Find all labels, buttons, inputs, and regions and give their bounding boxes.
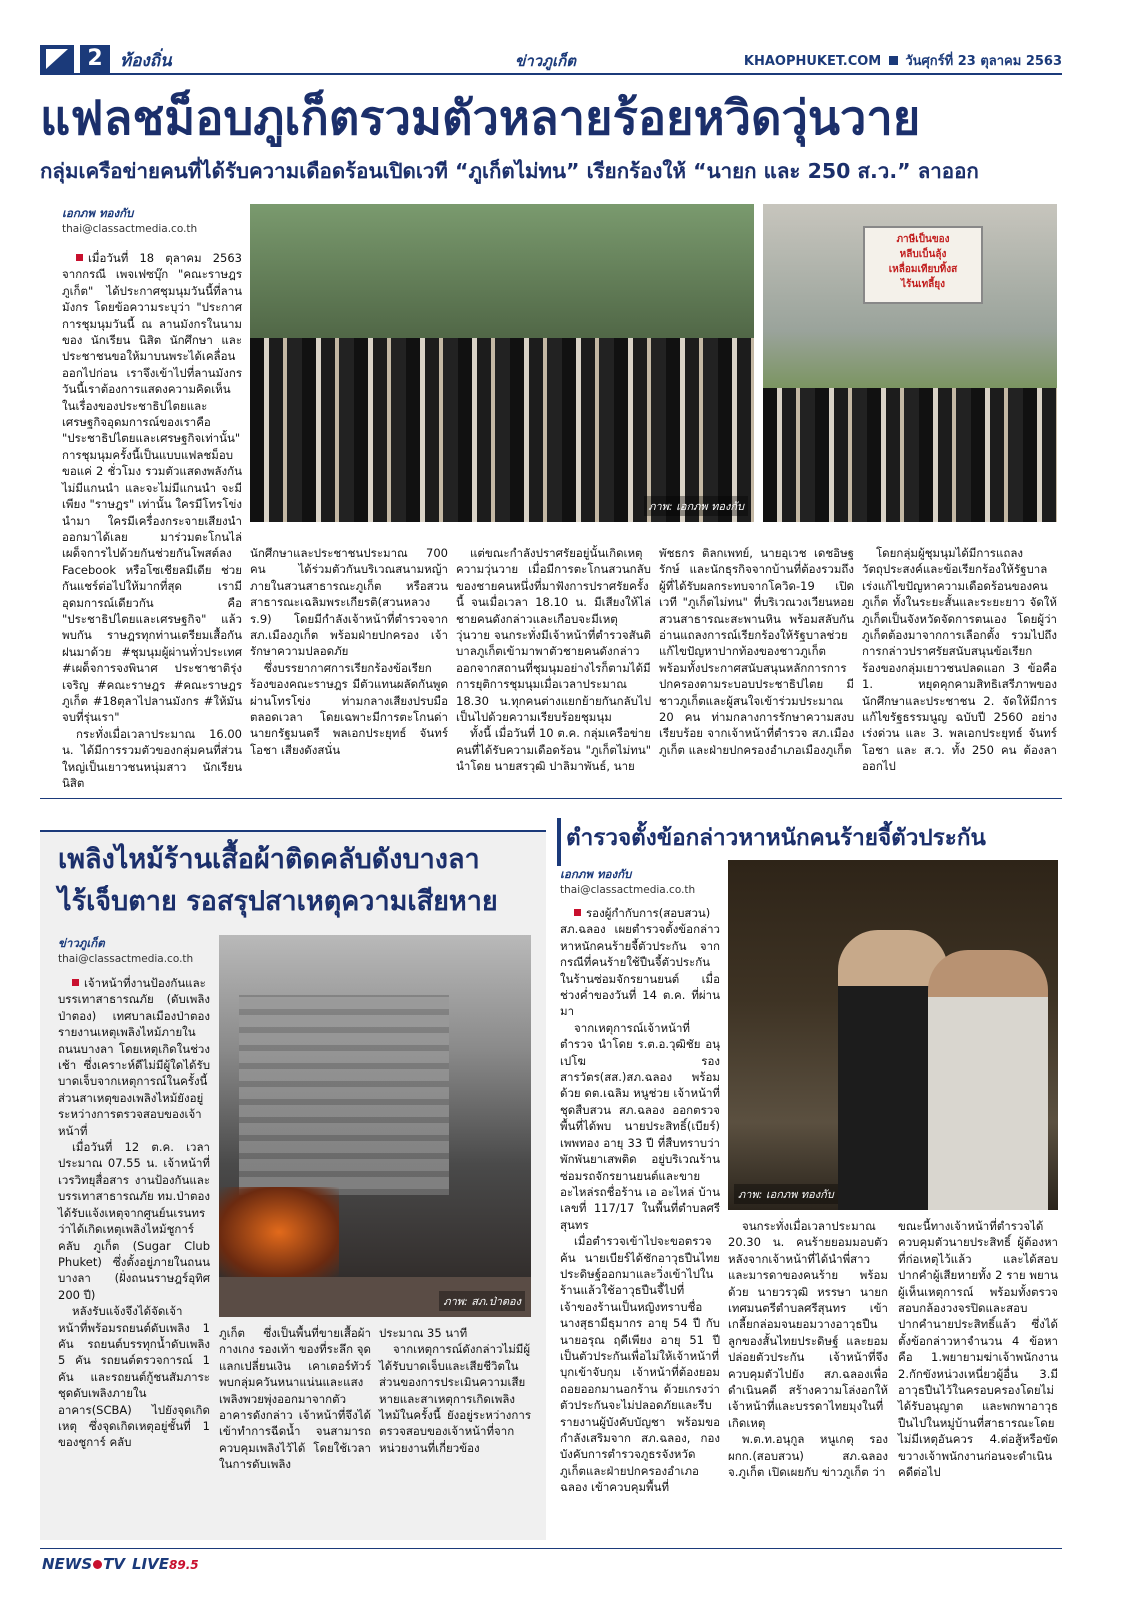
story3-column-3 bbox=[898, 1218, 1058, 1530]
story2-author: ข่าวภูเก็ต bbox=[58, 936, 105, 950]
story2-col1-text: เจ้าหน้าที่งานป้องกันและบรรเทาสาธารณภัย (ดับเพลิงป่าตอง) เทศบาลเมืองป่าตอง รายงานเหตุเพลิงไหม้ภายในถนนบางลา โดยเหตุเกิดในช่วงเช้า ซึ่งเคราะห์ดีไม่มีผู้ใดได้รับบาดเจ็บจากเหตุการณ์ในครั้งนี้ ส่วนสาเหตุของเพลิงไหม้ยังอยู่ระหว่างการตรวจสอบของเจ้าหน้าที่ bbox=[58, 976, 210, 1138]
newstv-logo-news: NEWS bbox=[42, 1555, 93, 1573]
story3-column-2 bbox=[728, 1218, 888, 1530]
story1-col3-text: แต่ขณะกำลังปราศรัยอยู่นั้นเกิดเหตุความวุ่นวาย เมื่อมีการตะโกนสวนกลับของชายคนหนึ่งที่มาฟังการปราศรัยครั้งนี้ จนเมื่อเวลา 18.10 น. มีเสียงให้ไล่ชายคนดังกล่าวและเกือบจะมีเหตุวุ่นวาย จนกระทั่งมีเจ้าหน้าที่ตำรวจสันติบาลภูเก็ตเข้ามาพาตัวชายคนดังกล่าวออกจากสถานที่ชุมนุมอย่างไรก็ตามได้มีการยุติการชุมนุมเมื่อเวลาประมาณ 18.30 น.ทุกคนต่างแยกย้ายกันกลับไปเป็นไปด้วยความเรียบร้อยชุมนุม bbox=[456, 546, 651, 725]
protest-sign bbox=[863, 226, 983, 304]
issue-date: วันศุกร์ที่ 23 ตุลาคม 2563 bbox=[905, 54, 1062, 69]
story2-byline bbox=[58, 935, 218, 965]
live-logo-text: LIVE bbox=[132, 1555, 169, 1573]
story1-col2-text: นักศึกษาและประชาชนประมาณ 700 คน ได้ร่วมตัวกันบริเวณสนามหญ้าภายในสวนสาธารณะภูเก็ต หรือสวนสาธารณะเฉลิมพระเกียรติ(สวนหลวง ร.9) โดยมีกำลังเจ้าหน้าที่ตำรวจจาก สภ.เมืองภูเก็ต พร้อมฝ่ายปกครอง เจ้ารักษาความปลอดภัย bbox=[250, 546, 448, 659]
story3-headline: ตำรวจตั้งข้อกล่าวหาหนักคนร้ายจี้ตัวประกัน bbox=[566, 825, 986, 851]
story3-col2b-text: พ.ต.ท.อนุกูล หนูเกตุ รอง ผกก.(สอบสวน) สภ.ฉลอง จ.ภูเก็ต เปิดเผยกับ ข่าวภูเก็ต ว่า bbox=[728, 1432, 888, 1480]
story1-column-2 bbox=[250, 545, 448, 770]
story3-col3-text: ขณะนี้ทางเจ้าหน้าที่ตำรวจได้ควบคุมตัวนายประสิทธิ์ ผู้ต้องหาที่ก่อเหตุไว้แล้ว และได้สอบปากคำผู้เสียหายทั้ง 2 ราย พยานผู้เห็นเหตุการณ์ พร้อมทั้งตรวจสอบกล้องวงจรปิดและสอบปากคำนายประสิทธิ์แล้ว ซึ่งได้ตั้งข้อกล่าวหาจำนวน 4 ข้อหาคือ 1.พยายามฆ่าเจ้าพนักงาน 2.กักขังหน่วงเหนี่ยวผู้อื่น 3.มีอาวุธปืนไว้ในครอบครองโดยไม่ได้รับอนุญาต และพกพาอาวุธปืนไปในหมู่บ้านที่สาธารณะโดยไม่มีเหตุอันควร 4.ต่อสู้หรือขัดขวางเจ้าพนักงานก่อนจะดำเนินคดีต่อไป bbox=[898, 1219, 1058, 1480]
story3-photo bbox=[728, 860, 1058, 1210]
header-bar bbox=[40, 45, 1062, 75]
story1-main-photo bbox=[250, 204, 754, 522]
story3-col1-text: รองผู้กำกับการ(สอบสวน) สภ.ฉลอง เผยตำรวจตั้งข้อกล่าวหาหนักคนร้ายจี้ตัวประกัน จากกรณีที่คนร้ายใช้ปืนจี้ตัวประกันในร้านซ่อมจักรยานยนต์ เมื่อช่วงค่ำของวันที่ 14 ต.ค. ที่ผ่านมา bbox=[560, 906, 720, 1019]
story3-email: thai@classactmedia.co.th bbox=[560, 884, 696, 896]
story1-col3b-text: ทั้งนี้ เมื่อวันที่ 10 ต.ค. กลุ่มเครือข่ายคนที่ได้รับความเดือดร้อน "ภูเก็ตไม่ทน" นำโดย นายสรวุฒิ ปาลิมาพันธ์, นาย bbox=[456, 726, 651, 774]
section-name: ท้องถิ่น bbox=[120, 51, 172, 71]
site-url: KHAOPHUKET.COM bbox=[743, 54, 882, 69]
story3-col1b-text: จากเหตุการณ์เจ้าหน้าที่ตำรวจ นำโดย ร.ต.อ.วุฒิชัย อนุเปโฆ รองสารวัตร(สส.)สภ.ฉลอง พร้อมด้วย ดต.เฉลิม หนูช่วย เจ้าหน้าที่ชุดสืบสวน สภ.ฉลอง ออกตรวจพื้นที่ได้พบ นายประสิทธิ์(เบียร์) เพพทอง อายุ 33 ปี ที่สืบทราบว่าพักพันยาเสพติด อยู่บริเวณร้านซ่อมรถจักรยานยนต์และขายอะไหล่รถชื่อร้าน เอ อะไหล่ บ้านเลขที่ 117/17 ในพื้นที่ตำบลศรีสุนทร bbox=[560, 1020, 720, 1232]
separator-square-icon bbox=[889, 56, 898, 65]
story3-col2-text: จนกระทั่งเมื่อเวลาประมาณ 20.30 น. คนร้ายยอมมอบตัวหลังจากเจ้าหน้าที่ได้นำพี่สาวและมารดาของคนร้าย พร้อมด้วย นายวรวุฒิ หรรษา นายกเทศมนตรีตำบลศรีสุนทร เข้าเกลี้ยกล่อมจนยอมวางอาวุธปืนลูกของสั้นไทยประดิษฐ์ และยอมปล่อยตัวประกัน เจ้าหน้าที่จึงควบคุมตัวไปยัง สภ.ฉลองเพื่อดำเนินคดี สร้างความโล่งอกให้เจ้าหน้าที่และบรรดาไทยมุงในที่เกิดเหตุ bbox=[728, 1219, 888, 1430]
newstv-logo-tv: TV bbox=[103, 1555, 125, 1573]
story1-column-4 bbox=[659, 545, 854, 770]
story1-column-1 bbox=[62, 250, 242, 790]
footer-logo-live bbox=[132, 1555, 199, 1573]
story1-photo-credit: ภาพ: เอกภพ ทองกับ bbox=[644, 496, 748, 516]
sign-text-1: ภาษีเป็นของ bbox=[896, 234, 950, 245]
story1-author: เอกภพ ทองกับ bbox=[62, 206, 134, 220]
story2-headline-2: ไร้เจ็บตาย รอสรุปสาเหตุความเสียหาย bbox=[58, 886, 498, 917]
sign-text-3: เหลื่อมเทียบทิ้งส bbox=[888, 264, 958, 275]
page-number: 2 bbox=[80, 45, 110, 73]
bullet-square-icon bbox=[72, 979, 79, 986]
story2-fire-photo bbox=[219, 935, 531, 1317]
footer-rule bbox=[40, 1548, 1062, 1549]
story2-column-3 bbox=[379, 1325, 531, 1530]
story1-col2b-text: ซึ่งบรรยากาศการเรียกร้องข้อเรียกร้องของคณะราษฎร มีตัวแทนผลัดกันพูดผ่านโทรโข่ง ท่ามกลางเสียงปรบมือตลอดเวลา โดยเฉพาะมีการตะโกนด่านายกรัฐมนตรี พลเอกประยุทธ์ จันทร์โอชา เสียงดังสนั่น bbox=[250, 660, 448, 757]
story2-photo-credit: ภาพ: สภ.ป่าตอง bbox=[439, 1291, 525, 1311]
bullet-square-icon bbox=[574, 909, 581, 916]
newstv-eye-icon bbox=[93, 1560, 102, 1569]
story3-column-1 bbox=[560, 905, 720, 1530]
story1-col1b-text: กระทั่งเมื่อเวลาประมาณ 16.00 น. ได้มีการรวมตัวของกลุ่มคนที่ส่วนใหญ่เป็นเยาวชนหนุ่มสาว นักเรียน นิสิต bbox=[62, 726, 242, 790]
story2-headline-1: เพลิงไหม้ร้านเสื้อผ้าติดคลับดังบางลา bbox=[58, 844, 480, 875]
story1-column-5 bbox=[862, 545, 1057, 774]
story1-col4-text: พัชธกร ติลกเพทย์, นายอุเวช เดชอิษฐรักษ์ และนักธุรกิจจากบ้านที่ต้องรวมถึงผู้ที่ได้รับผลกระทบจากโควิด-19 เปิดเวที "ภูเก็ตไม่ทน" ที่บริเวณวงเวียนหอย สวนสาธารณะสะพานหิน พร้อมสลับกันอ่านแถลงการณ์เรียกร้องให้รัฐบาลช่วยแก้ไขปัญหาปากท้องของชาวภูเก็ต พร้อมทั้งประกาศสนับสนุนหลักการการปกครองตามระบอบประชาธิปไตย มีชาวภูเก็ตและผู้สนใจเข้าร่วมประมาณ 20 คน ท่ามกลางการรักษาความสงบเรียบร้อย จากเจ้าหน้าที่ตำรวจ สภ.เมืองภูเก็ต และฝ่ายปกครองอำเภอเมืองภูเก็ต bbox=[659, 546, 854, 757]
story2-col1c-text: หลังรับแจ้งจึงได้จัดเจ้าหน้าที่พร้อมรถยนต์ดับเพลิง 1 คัน รถยนต์บรรทุกน้ำดับเพลิง 5 คัน รถยนต์ตรวจการณ์ 1 คัน และรถยนต์กู้ชนสัมภาระชุดดับเพลิงภายในอาคาร(SCBA) ไปยังจุดเกิดเหตุ ซึ่งจุดเกิดเหตุอยู่ชั้นที่ 1 ของชูการ์ คลับ bbox=[58, 1304, 210, 1450]
story1-col5-text: โดยกลุ่มผู้ชุมนุมได้มีการแถลงวัตถุประสงค์และข้อเรียกร้องให้รัฐบาลเร่งแก้ไขปัญหาความเดือดร้อนของคนภูเก็ต ทั้งในระยะสั้นและระยะยาว จัดให้ภูเก็ตเป็นจังหวัดจัดการตนเอง โดยผู้ว่าภูเก็ตต้องมาจากการเลือกตั้ง รวมไปถึงการกล่าวปราศรัยสนับสนุนข้อเรียกร้องของกลุ่มเยาวชนปลดแอก 3 ข้อคือ 1. หยุดคุกคามสิทธิเสรีภาพของนักศึกษาและประชาชน 2. จัดให้มีการแก้ไขรัฐธรรมนูญ ฉบับปี 2560 อย่างเร่งด่วน และ 3. พลเอกประยุทธ์ จันทร์โอชา และ ส.ว. ทั้ง 250 คน ต้องลาออกไป bbox=[862, 546, 1057, 774]
story1-subhead: กลุ่มเครือข่ายคนที่ได้รับความเดือดร้อนเปิดเวที “ภูเก็ตไม่ทน” เรียกร้องให้ “นายก และ 250 ส.ว.” ลาออก bbox=[40, 159, 979, 183]
story1-side-photo bbox=[763, 204, 1057, 522]
story1-headline: แฟลชม็อบภูเก็ตรวมตัวหลายร้อยหวิดวุ่นวาย bbox=[40, 91, 921, 146]
sign-text-4: ไร้นเทลี้ยุง bbox=[900, 279, 946, 290]
story3-col1c-text: เมื่อตำรวจเข้าไปจะขอตรวจค้น นายเบียร์ได้ชักอาวุธปืนไทยประดิษฐ์ออกมาและวิ่งเข้าไปในร้านแล้วใช้อาวุธปืนจี้ไปที่เจ้าของร้านเป็นหญิงทราบชื่อ นางสุธามีธุมากร อายุ 54 ปี กับ นายอรุณ ฤดีเพียง อายุ 51 ปี เป็นตัวประกันเพื่อไม่ให้เจ้าหน้าที่บุกเข้าจับกุม เจ้าหน้าที่ต้องยอมถอยออกมานอกร้าน ด้วยเกรงว่าตัวประกันจะไม่ปลอดภัยและรีบรายงานผู้บังคับบัญชา พร้อมขอกำลังเสริมจาก สภ.ฉลอง, กองบังคับการตำรวจภูธรจังหวัดภูเก็ตและฝ่ายปกครองอำเภอฉลอง เข้าควบคุมพื้นที่ bbox=[560, 1234, 720, 1495]
story3-byline bbox=[560, 866, 730, 896]
section-divider bbox=[40, 798, 1062, 799]
story2-col1b-text: เมื่อวันที่ 12 ต.ค. เวลาประมาณ 07.55 น. เจ้าหน้าที่เวรวิทยุสื่อสาร งานป้องกันและบรรเทาสาธารณภัย ทม.ป่าตอง ได้รับแจ้งเหตุจากศูนย์นเรนทรว่าได้เกิดเหตุเพลิงไหม้ชูการ์ คลับ ภูเก็ต (Sugar Club Phuket) ซึ่งตั้งอยู่ภายในถนนบางลา (ฝั่งถนนราษฎร์อุทิศ 200 ปี) bbox=[58, 1140, 210, 1302]
story2-col3-text: ประมาณ 35 นาที bbox=[379, 1326, 468, 1340]
footer-logo-newstv bbox=[42, 1555, 125, 1573]
header-right bbox=[744, 50, 1062, 71]
sign-text-2: หลีบเบ็นลุ้ง bbox=[899, 249, 947, 260]
live-logo-freq: 89.5 bbox=[169, 1558, 199, 1572]
story1-byline bbox=[62, 205, 242, 235]
story3-photo-credit: ภาพ: เอกภพ ทองกับ bbox=[734, 1184, 838, 1204]
story2-column-2 bbox=[219, 1325, 371, 1530]
story2-email: thai@classactmedia.co.th bbox=[58, 953, 194, 965]
story2-col3b-text: จากเหตุการณ์ดังกล่าวไม่มีผู้ได้รับบาดเจ็บและเสียชีวิตในส่วนของการประเมินความเสียหายและสาเหตุการเกิดเพลิงไหม้ในครั้งนี้ ยังอยู่ระหว่างการตรวจสอบของเจ้าหน้าที่จากหน่วยงานที่เกี่ยวข้อง bbox=[379, 1342, 531, 1455]
story1-column-3 bbox=[456, 545, 651, 774]
story1-col1-text: เมื่อวันที่ 18 ตุลาคม 2563 จากกรณี เพจเฟซบุ๊ก "คณะราษฎรภูเก็ต" ได้ประกาศชุมนุมวันนี้ที่ลานมังกร โดยข้อความระบุว่า "ประกาศการชุมนุมวันนี้ ณ ลานมังกรในนามของ นักเรียน นิสิต นักศึกษา และประชาชนขอให้มาบนพระได้เคลื่อนออกไปก่อน เราจึงเข้าไปที่ลานมังกร วันนี้เราต้องการแสดงความคิดเห็นในเรื่องของประชาธิปไตยและเศรษฐกิจอุดมการณ์ของเราคือ "ประชาธิปไตยและเศรษฐกิจเท่านั้น" การชุมนุมครั้งนี้เป็นแบบแฟลชม็อบ ขอแค่ 2 ชั่วโมง รวมตัวแสดงพลังกัน ไม่มีแกนนำ และจะไม่มีแกนนำ จะมีเพียง "ราษฎร" เท่านั้น ใครมีโทรโข่งนำมา ใครมีเครื่องกระจายเสียงนำออกมาได้เลย มาร่วมตะโกนไล่เผด็จการไปด้วยกันช่วยกันโพสต์ลง Facebook หรือโซเชียลมีเดีย ช่วยกันแชร์ต่อไปให้มากที่สุด เรามีอุดมการณ์เดียวกัน คือ "ประชาธิปไตยและเศรษฐกิจ" แล้วพบกัน ราษฎรทุกท่านเตรียมเสื้อกันฝนมาด้วย #ชุมนุมผู้ผ่านทั่วประเทศ #เผด็จการจงพินาศ ประชาชาติรุ่งเจริญ #คณะราษฎร #คณะราษฎรภูเก็ต #18ตุลาไปลานมังกร #ให้มันจบที่รุ่นเรา" bbox=[62, 251, 242, 725]
corner-logo-icon bbox=[40, 45, 74, 73]
bullet-square-icon bbox=[76, 254, 83, 261]
story1-email: thai@classactmedia.co.th bbox=[62, 223, 198, 235]
masthead-logo: ข่าวภูเก็ต bbox=[515, 52, 576, 70]
story2-col2-text: ภูเก็ต ซึ่งเป็นพื้นที่ขายเสื้อผ้า กางเกง รองเท้า ของที่ระลึก จุดแลกเปลี่ยนเงิน เคาเตอร์ทัวร์ พบกลุ่มควันหนาแน่นและแสงเพลิงพวยพุ่งออกมาจากตัวอาคารดังกล่าว เจ้าหน้าที่จึงได้เข้าทำการฉีดน้ำ จนสามารถควบคุมเพลิงไว้ได้ โดยใช้เวลาในการดับเพลิง bbox=[219, 1326, 371, 1472]
story3-accent-bar bbox=[557, 818, 561, 866]
story3-author: เอกภพ ทองกับ bbox=[560, 867, 632, 881]
story2-column-1 bbox=[58, 975, 210, 1530]
